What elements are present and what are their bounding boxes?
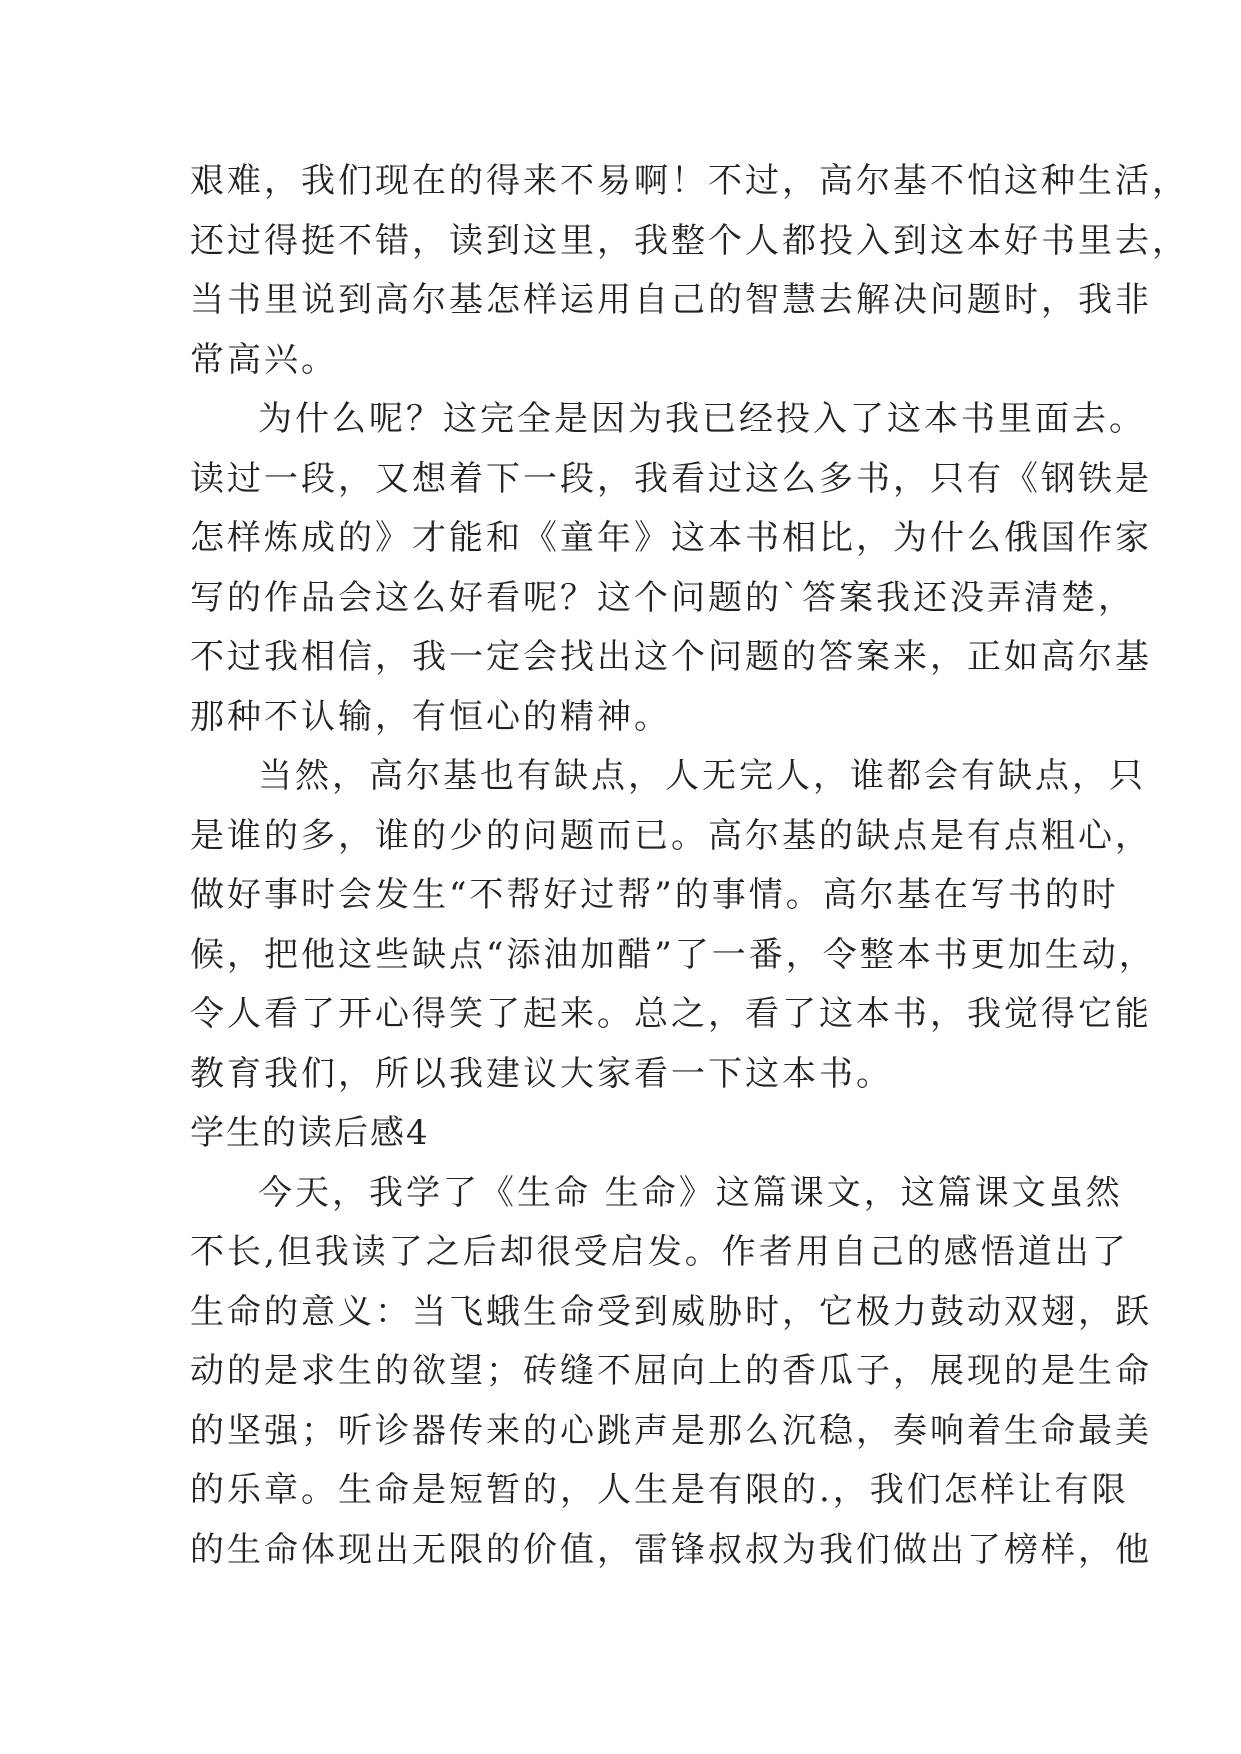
text-line: 令人看了开心得笑了起来。总之，看了这本书，我觉得它能 — [190, 994, 1152, 1034]
text-line: 写的作品会这么好看呢？这个问题的`答案我还没弄清楚， — [190, 577, 1135, 618]
text-line: 当书里说到高尔基怎样运用自己的智慧去解决问题时，我非 — [190, 280, 1152, 320]
document-body — [190, 152, 1189, 1580]
text-line: 那种不认输，有恒心的精神。 — [190, 696, 671, 737]
text-line: 读过一段，又想着下一段，我看过这么多书，只有《钢铁是 — [190, 458, 1152, 499]
text-line: 生命的意义：当飞蛾生命受到威胁时，它极力鼓动双翅，跃 — [190, 1291, 1152, 1332]
text-line: 是谁的多，谁的少的问题而已。高尔基的缺点是有点粗心， — [190, 815, 1152, 856]
paragraph-4 — [190, 1164, 1152, 1581]
text-line: 候，把他这些缺点“添油加醋”了一番，令整本书更加生动， — [190, 934, 1156, 975]
paragraph-2 — [190, 390, 1152, 747]
text-line-content: 为什么呢？这完全是因为我已经投入了这本书里面去。 — [258, 399, 1146, 439]
text-line — [190, 390, 1146, 450]
text-line: 还过得挺不错，读到这里，我整个人都投入到这本好书里去， — [190, 220, 1189, 261]
text-line: 不过我相信，我一定会找出这个问题的答案来，正如高尔基 — [190, 637, 1152, 677]
text-line: 的坚强；听诊器传来的心跳声是那么沉稳，奏响着生命最美 — [190, 1410, 1152, 1451]
text-line: 不长,但我读了之后却很受启发。作者用自己的感悟道出了 — [190, 1232, 1129, 1272]
text-line: 怎样炼成的》才能和《童年》这本书相比，为什么俄国作家 — [190, 518, 1152, 558]
text-line-content: 今天，我学了《生命 生命》这篇课文，这篇课文虽然 — [258, 1172, 1123, 1213]
text-line: 动的是求生的欲望；砖缝不屈向上的香瓜子，展现的是生命 — [190, 1351, 1152, 1391]
paragraph-3 — [190, 747, 1156, 1104]
section-heading: 学生的读后感4 — [190, 1113, 430, 1153]
paragraph-1 — [190, 152, 1189, 390]
text-line — [190, 747, 1146, 807]
text-line: 的生命体现出无限的价值，雷锋叔叔为我们做出了榜样，他 — [190, 1529, 1152, 1570]
text-line: 常高兴。 — [190, 339, 338, 380]
text-line: 的乐章。生命是短暂的，人生是有限的.，我们怎样让有限 — [190, 1470, 1129, 1510]
text-line: 教育我们，所以我建议大家看一下这本书。 — [190, 1053, 893, 1094]
text-line — [190, 1164, 1123, 1224]
text-line: 做好事时会发生“不帮好过帮”的事情。高尔基在写书的时 — [190, 875, 1119, 915]
text-line-content: 当然，高尔基也有缺点，人无完人，谁都会有缺点，只 — [258, 756, 1146, 796]
text-line: 艰难，我们现在的得来不易啊！不过，高尔基不怕这种生活， — [190, 161, 1189, 201]
